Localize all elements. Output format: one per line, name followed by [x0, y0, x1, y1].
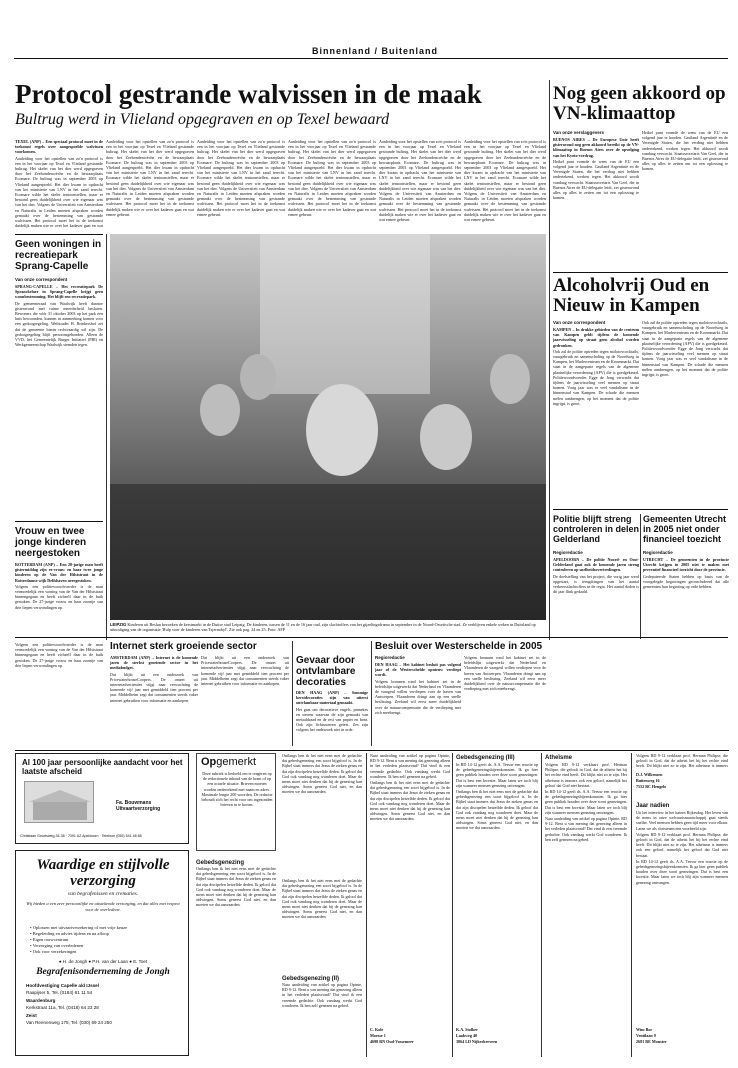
gevaar-body: [296, 690, 368, 747]
letter-sig-3: [636, 772, 728, 798]
ad-dejongh-intro: Wij bieden u een zeer persoonlijke en uitstekende verzorging, en dat alles met respect voor de overledene.: [26, 901, 180, 912]
side-top-byline: Van onze verslaggevers: [553, 130, 605, 135]
sig-city: 4698 RN Oud-Vossemeer: [370, 1039, 414, 1045]
main-subheadline: Bultrug werd in Vlieland opgegraven en op Texel bewaard: [15, 111, 390, 128]
side-top-body: Heikel punt vormde de wens van de EU een volgend jaar te houden. Gastland Argentinië en de Verenigde Staten, die het verdrag niet hebben ondertekend, werken tegen. Het akkoord wordt vandaag verwacht. Staatssecretaris Van Geel, die in Buenos Aires de EU-delegatie leidt, zei gisteravond alles op alles te zetten om tot een oplossing te komen.: [553, 158, 639, 201]
photo-face: [240, 354, 276, 400]
sprang-lead: SPRANG-CAPELLE – Het recreatiepark De Spranckelaer in Sprang-Capelle krijgt geen woonbestemming. Het blijft een recreatiepark.: [15, 284, 103, 300]
sig-addr: Moesse 1: [370, 1033, 386, 1039]
sig-city: 7552 BC Hengelo: [636, 784, 667, 790]
ad-dejongh: [15, 850, 189, 1056]
rule: [15, 637, 728, 638]
rule: [553, 272, 728, 273]
letter-text: In RD 14-12 geeft ds. A.A. Teeuw een reactie op de gebedsgenezingsbijeenkomsten. Ik ga hier geen publiek houden over deze soort genezingen. Dat is best een kwestie. Maar laten we toch blij zijn wanneer mensen genezing ontvangen.: [636, 858, 728, 885]
letter-text: Volgens RD 9-12 verklaart prof. Herman Philipse, die gelooft in God, dat de atheïst het bij het rechte eind heeft. Dit blijkt niet zo te zijn. Het atheïsme is immers ook een geloof, namelijk het geloof dat God niet bestaat.: [636, 831, 728, 858]
letter-5-title: Jaar nadien: [636, 803, 670, 809]
photo-crowd: [110, 484, 546, 620]
main-headline: Protocol gestrande walvissen in de maak: [15, 79, 482, 109]
section-header: Binnenland / Buitenland: [312, 46, 438, 56]
internet-headline: Internet sterk groeiende sector: [110, 641, 257, 652]
letter-1-title: Gebedsgenezing: [196, 860, 245, 866]
side-top-headline: Nog geen akkoord op VN-klimaattop: [553, 83, 726, 124]
opgemerkt-body: Deze rubriek is bedoeld om te reageren op de redactionele inhoud van de krant of op een actuele situatie. Brieven moeten worden ondertekend met naam en adres. Maximale lengte 200 woorden. De redactie behoudt zich het recht voor om ingezonden brieven in te korten.: [201, 771, 273, 808]
ad-bouwmans-image: [24, 781, 94, 823]
sig-addr: Buitenweg 16: [636, 778, 660, 784]
column-divider: [292, 641, 293, 746]
column-divider: [631, 753, 632, 1057]
side-top-col-2: [642, 130, 728, 267]
side-top-lead: BUENOS AIRES – De Europese Unie heeft gisteravond nog geen akkoord bereikt op de VN-klimaattop in Buenos Aires over de opvolging van het Kyoto-verdrag.: [553, 137, 639, 158]
ad-dejongh-addr: Kerkstraat 11a, Tel. (0418) 64 23 28: [26, 1005, 99, 1010]
ad-bouwmans-company: Fa. Bouwmans Uitvaartverzorging: [116, 800, 161, 812]
letter-sig-2: [456, 1027, 538, 1057]
column-divider: [106, 234, 107, 640]
letter-text: Ontlangs ben ik het niet eens met de gedachte dat gebedsgenezing een soort bijgeloof is. In de Bijbel staat immers dat Jezus de zieken genas en dat zijn discipelen hetzelfde deden. Ik geloof dat God ook vandaag nog wonderen doet. Maar de mens moet niet denken dat hij de genezing kan afdwingen. Soms geneest God niet, en dan moeten we dat aanvaarden.: [370, 780, 450, 822]
utrecht-lead: UTRECHT – De gemeenten in de provincie Utrecht krijgen in 2005 niet te maken met preventief financieel toezicht door de provincie.: [643, 557, 729, 573]
photo-face: [200, 384, 240, 436]
opgemerkt-box: [196, 753, 276, 851]
politie-text: De doelstelling van het project, die vorig jaar werd opgestart, is terugdringen van het aantal verkeersslachtoffers in de regio. Het aantal doden is dit jaar flink gedaald.: [553, 573, 639, 595]
vrouw-lead: ROTTERDAM (ANP) – Een 28-jarige man heeft gistermiddag zijn ex-vrouw en haar twee jonge kinderen op de Van der Hilststraat in de Rotterdamse wijk Delfshaven neergestoken.: [15, 562, 103, 583]
utrecht-headline: Gemeenten Utrecht in 2005 niet onder financieel toezicht: [643, 514, 727, 544]
letter-text: Ontlangs ben ik het niet eens met de gedachte dat gebedsgenezing een soort bijgeloof is. In de Bijbel staat immers dat Jezus de zieken genas en dat zijn discipelen hetzelfde deden. Ik geloof dat God ook vandaag nog wonderen doet. Maar de mens moet niet denken dat hij de genezing kan afdwingen. Soms geneest God niet, en dan moeten we dat aanvaarden.: [196, 866, 276, 908]
gevaar-lead: DEN HAAG (ANP) – Sommige kerstdecoraties zijn van uiterst ontvlambaar materiaal gemaakt.: [296, 690, 368, 706]
letter-3-body: [456, 762, 538, 1024]
opgemerkt-title-a: Op: [201, 756, 217, 768]
column-divider: [366, 753, 367, 1057]
sig-name: C. Kole: [370, 1027, 384, 1032]
wester-headline: Besluit over Westerschelde in 2005: [375, 641, 543, 652]
side-top-col-1: [553, 137, 639, 267]
ad-dejongh-title: Waardige en stijlvolle verzorging: [36, 857, 170, 889]
politie-lead: APELDOORN – De politie Noord- en Oost-Gelderland gaat ook de komende jaren streng controleren op snelheidsovertredingen.: [553, 557, 639, 573]
politie-byline: Regioredactie: [553, 550, 583, 555]
internet-col-1: [110, 655, 198, 745]
internet-body: Dat blijkt uit een onderzoek van PricewaterhouseCoopers. De omzet uit internetadvertenties stijgt naar verwachting de komende vijf jaar met gemiddeld tien procent per jaar. Middelheim zegt dat consumenten steeds vaker internet gebruiken voor informatie en aankopen.: [110, 671, 198, 703]
ad-dejongh-firm-name: Begrafenisonderneming de Jongh: [36, 967, 170, 977]
main-story-body: Aanleiding voor het opstellen van zo'n protocol is een in het voorjaar op Texel en Vlieland gestrande bultrug. Het skelet van het dier werd opgegraven door het Zeehondencrèche en de bewaarplaats Ecomare. De bultrug was in september 2003 op Vlieland aangespoeld. Het dier kwam in opdracht van het ministerie van LNV in het zand terecht. Ecomare wilde het skelet tentoonstellen, maar er bestond geen duidelijkheid over wie eigenaar was van het dier. Volgens de Universiteit van Amsterdam en Naturalis in Leiden moeten afspraken worden gemaakt over de bestemming van gestrande walvissen. Het protocol moet het in de toekomst duidelijk maken wie er over het kadaver gaat en wat: [15, 155, 103, 229]
ad-dejongh-addr: Waardenburg: [26, 998, 56, 1003]
ad-bullet-text: Ook voor verzekeringen: [32, 949, 77, 954]
sig-name: D.J. Wilkensen: [636, 772, 663, 777]
main-story-lead: TEXEL (ANP) – Een speciaal protocol moet in de toekomst regels over aangespoelde walvissen voorkomen.: [15, 139, 103, 155]
letter-2-body: [282, 982, 362, 1056]
main-story-body-cont: Aanleiding voor het opstellen van zo'n protocol is een in het voorjaar op Texel en Vlieland gestrande bultrug. Het skelet van het dier werd opgegraven door het Zeehondencrèche en de bewaarplaats Ecomare. De bultrug was in september 2003 op Vlieland aangespoeld. Het dier kwam in opdracht van het ministerie van LNV in het zand terecht. Ecomare wilde het skelet tentoonstellen, maar er bestond geen duidelijkheid over wie eigenaar was van het dier. Volgens de Universiteit van Amsterdam en Naturalis in Leiden moeten afspraken worden gemaakt over de bestemming van gestrande walvissen. Het protocol moet het in de toekomst duidelijk maken wie er over het kadaver gaat en wat ermee gebeurt.: [379, 139, 461, 223]
letter-text: In RD 14-12 geeft ds. A.A. Teeuw een reactie op de gebedsgenezingsbijeenkomsten. Ik ga hier geen publiek houden over deze soort genezingen. Dat is best een kwestie. Maar laten we toch blij zijn wanneer mensen genezing ontvangen.: [545, 789, 627, 815]
photo-building: [260, 234, 430, 394]
politie-body: [553, 557, 639, 639]
letter-2-title: Gebedsgenezing (II): [282, 976, 340, 982]
ad-dejongh-firm-line: ● H. de Jongh ● P.H. van der Laan ● E. Toet: [58, 959, 148, 964]
letter-text: Ontlangs ben ik het niet eens met de gedachte dat gebedsgenezing een soort bijgeloof is. In de Bijbel staat immers dat Jezus de zieken genas en dat zijn discipelen hetzelfde deden. Ik geloof dat God ook vandaag nog wonderen doet. Maar de mens moet niet denken dat hij de genezing kan afdwingen. Soms geneest God niet, en dan moeten we dat aanvaarden.: [282, 753, 362, 795]
ad-bullet-text: Eigen rouwcentrum: [32, 937, 69, 942]
letter-text: Naar aanleiding van artikel op pagina Opinie, RD 9-12. Bent u van mening dat genezing alleen in het verleden plaatsvond? Dat vind ik een vreemde gedachte. Ook vandaag werkt God wonderen. Ik ben zelf genezen na gebed.: [370, 753, 450, 779]
photo-caption: [110, 622, 546, 632]
alcohol-col-1: [553, 327, 639, 502]
main-story-col-1: [15, 139, 103, 229]
vrouw-body-cont: [15, 642, 103, 692]
ad-bullet: • Ook voor verzekeringen: [30, 949, 77, 954]
ad-bouwmans-title: Al 100 jaar persoonlijke aandacht voor het laatste afscheid: [22, 758, 183, 776]
ad-bouwmans: [15, 753, 189, 844]
letter-text: Ontlangs ben ik het niet eens met de gedachte dat gebedsgenezing een soort bijgeloof is. In de Bijbel staat immers dat Jezus de zieken genas en dat zijn discipelen hetzelfde deden. Ik geloof dat God ook vandaag nog wonderen doet. Maar de mens moet niet denken dat hij de genezing kan afdwingen. Soms geneest God niet, en dan moeten we dat aanvaarden.: [282, 878, 362, 920]
rule: [15, 521, 103, 522]
main-story-body-cont: Aanleiding voor het opstellen van zo'n protocol is een in het voorjaar op Texel en Vlieland gestrande bultrug. Het skelet van het dier werd opgegraven door het Zeehondencrèche en de bewaarplaats Ecomare. De bultrug was in september 2003 op Vlieland aangespoeld. Het dier kwam in opdracht van het ministerie van LNV in het zand terecht. Ecomare wilde het skelet tentoonstellen, maar er bestond geen duidelijkheid over wie eigenaar was van het dier. Volgens de Universiteit van Amsterdam en Naturalis in Leiden moeten afspraken worden gemaakt over de bestemming van gestrande walvissen. Het protocol moet het in de toekomst duidelijk maken wie er over het kadaver gaat en wat ermee gebeurt.: [197, 139, 285, 217]
wester-body: Volgens bronnen rond het kabinet zet in de beleidslijn uitgewerkt dat Nederland en Vlaanderen de vaargeul willen verdiepen voor de haven van Antwerpen. Vlaanderen dringt aan op een snelle beslissing. Zeeland wil eerst meer duidelijkheid over de natuurcompensatie die de verdieping met zich meebrengt.: [375, 678, 461, 715]
ad-building-shape: [33, 800, 87, 820]
ad-dejongh-addr: Raapijser 5, Tel. (0184) 61 11 54: [26, 990, 93, 995]
ad-bullet-text: Oplossen met uitvaartverzekering of met vrije keuze: [32, 925, 128, 930]
main-story-col-5: [379, 139, 461, 229]
column-divider: [541, 753, 542, 1057]
letter-5-body: [636, 810, 728, 1022]
main-story-col-6: [464, 139, 546, 229]
ad-dejongh-firm-sub: Hoofdvestiging Capelle a/d IJssel: [26, 983, 100, 988]
ad-dejongh-addr: Van Reenenweg 175, Tel. (030) 69 24 250: [26, 1020, 112, 1025]
gevaar-headline: Gevaar door ontvlambare decoraties: [296, 655, 356, 688]
main-story-body-cont: Aanleiding voor het opstellen van zo'n protocol is een in het voorjaar op Texel en Vlieland gestrande bultrug. Het skelet van het dier werd opgegraven door het Zeehondencrèche en de bewaarplaats Ecomare. De bultrug was in september 2003 op Vlieland aangespoeld. Het dier kwam in opdracht van het ministerie van LNV in het zand terecht. Ecomare wilde het skelet tentoonstellen, maar er bestond geen duidelijkheid over wie eigenaar was van het dier. Volgens de Universiteit van Amsterdam en Naturalis in Leiden moeten afspraken worden gemaakt over de bestemming van gestrande walvissen. Het protocol moet het in de toekomst duidelijk maken wie er over het kadaver gaat en wat ermee gebeurt.: [288, 139, 376, 217]
opgemerkt-title-b: gemerkt: [216, 756, 257, 768]
opgemerkt-title: [201, 756, 256, 768]
column-divider: [371, 641, 372, 746]
internet-lead: AMSTERDAM (ANP) – Internet is de komende jaren de sterkst groeiende sector in het mediabudget.: [110, 655, 198, 671]
main-story-col-3: [197, 139, 285, 229]
letter-col-e-top: [636, 753, 728, 769]
sprang-body: [15, 284, 103, 514]
letter-4-body: [545, 762, 627, 1057]
utrecht-byline: Regioredactie: [643, 550, 673, 555]
sprang-byline: Van onze correspondent: [15, 277, 68, 282]
letter-1-body: [196, 866, 276, 1056]
gevaar-text: Het gaat om decoratieve engels, pinnekes en sterren waarvan de zijn gemaakt van metaaldraad en de rest van papier en bont. Ook zijn lichtsnoeren getest. Zes zijn volgens het onderzoek niet in orde.: [296, 706, 368, 733]
wester-col-2: [464, 655, 546, 746]
column-divider: [452, 753, 453, 1057]
main-story-col-4: [288, 139, 376, 229]
photo-face: [420, 404, 472, 470]
vrouw-text: Volgens een politiewoordvoerder is de man vermoedelijk een woning van de Van der Hilststraat binnengegaan en heeft zichzelf daar in de buik gestoken. De 27-jarige vrouw en haar zoontje van drie liepen verwondingen op.: [15, 583, 103, 610]
letter-3-title: Gebedsgenezing (III): [456, 755, 515, 761]
rule: [15, 234, 103, 235]
photo-face-girl: [306, 384, 378, 476]
vrouw-body: [15, 562, 103, 640]
photo-face: [490, 354, 530, 404]
main-story-body-cont: Aanleiding voor het opstellen van zo'n protocol is een in het voorjaar op Texel en Vlieland gestrande bultrug. Het skelet van het dier werd opgegraven door het Zeehondencrèche en de bewaarplaats Ecomare. De bultrug was in september 2003 op Vlieland aangespoeld. Het dier kwam in opdracht van het ministerie van LNV in het zand terecht. Ecomare wilde het skelet tentoonstellen, maar er bestond geen duidelijkheid over wie eigenaar was van het dier. Volgens de Universiteit van Amsterdam en Naturalis in Leiden moeten afspraken worden gemaakt over de bestemming van gestrande walvissen. Het protocol moet het in de toekomst duidelijk maken wie er over het kadaver gaat en wat ermee gebeurt.: [106, 139, 194, 217]
alcohol-col-2: [642, 320, 728, 502]
rule: [553, 509, 728, 510]
letter-sig-1: [370, 1027, 450, 1057]
letter-text: Volgens RD 9-12 verklaart prof. Herman Philipse, die gelooft in God, dat de atheïst het bij het rechte eind heeft. Dit blijkt niet zo te zijn. Het atheïsme is immers ook een geloof, namelijk het geloof dat God niet bestaat.: [545, 762, 627, 788]
alcohol-headline: Alcoholvrij Oud en Nieuw in Kampen: [553, 275, 710, 316]
letter-col-a: [282, 753, 362, 873]
letter-text: Ontlangs ben ik het niet eens met de gedachte dat gebedsgenezing een soort bijgeloof is. In de Bijbel staat immers dat Jezus de zieken genas en dat zijn discipelen hetzelfde deden. Ik geloof dat God ook vandaag nog wonderen doet. Maar de mens moet niet denken dat hij de genezing kan afdwingen. Soms geneest God niet, en dan moeten we dat aanvaarden.: [456, 789, 538, 831]
wester-body-cont: Volgens bronnen rond het kabinet zet in de beleidslijn uitgewerkt dat Nederland en Vlaanderen de vaargeul willen verdiepen voor de haven van Antwerpen. Vlaanderen dringt aan op een snelle beslissing. Zeeland wil eerst meer duidelijkheid over de natuurcompensatie die de verdieping met zich meebrengt.: [464, 655, 546, 692]
ad-bullet-text: Verzorging van overledenen: [32, 943, 84, 948]
vrouw-headline: Vrouw en twee jonge kinderen neergestoken: [15, 526, 87, 559]
letter-text: Naar aanleiding van artikel op pagina Opinie, RD 9-12. Bent u van mening dat genezing alleen in het verleden plaatsvond? Dat vind ik een vreemde gedachte. Ook vandaag werkt God wonderen. Ik ben zelf genezen na gebed.: [282, 982, 362, 1008]
wester-lead: DEN HAAG – Het kabinet besluit pas volgend jaar of de Westerschelde opnieuw verdiept wordt.: [375, 662, 461, 678]
header-rule: [14, 58, 728, 59]
main-story-body-cont: Aanleiding voor het opstellen van zo'n protocol is een in het voorjaar op Texel en Vlieland gestrande bultrug. Het skelet van het dier werd opgegraven door het Zeehondencrèche en de bewaarplaats Ecomare. De bultrug was in september 2003 op Vlieland aangespoeld. Het dier kwam in opdracht van het ministerie van LNV in het zand terecht. Ecomare wilde het skelet tentoonstellen, maar er bestond geen duidelijkheid over wie eigenaar was van het dier. Volgens de Universiteit van Amsterdam en Naturalis in Leiden moeten afspraken worden gemaakt over de bestemming van gestrande walvissen. Het protocol moet het in de toekomst duidelijk maken wie er over het kadaver gaat en wat ermee gebeurt.: [464, 139, 546, 223]
column-divider: [549, 80, 550, 640]
ad-bullet: • Begeleiding en advies tijdens en na afloop: [30, 931, 109, 936]
letter-4-title: Atheïsme: [545, 755, 573, 761]
letter-col-c: [370, 753, 450, 1023]
wester-byline: Regioredactie: [375, 655, 405, 660]
photo-caption-text: Kinderen uit Beslan bezoeken de kerstmarkt in de Duitse stad Leipzig. De kinderen, tussen de 11 en de 16 jaar oud, zijn slachtoffers van het gijzelingsdrama in september in de Noord-Ossetische stad. Ze verblijven enkele weken in Duitsland op uitnodiging van de organisatie 'Hulp voor de kinderen van Tsjernobyl'. Zie ook pag. 24 en 25.: [110, 622, 536, 633]
ad-dejongh-addr: Zeist: [26, 1013, 37, 1018]
alcohol-body-cont: Ook zal de politie optreden tegen molotovcocktails, vuurgebruik en samenscholing op de Noordweg in Kampen, het Marlercentrum en de Koornmarkt. Dat staat in de aangepaste regels van de algemene plaatselijke verordening (APV) die is goedgekeurd. Politiewoordvoerder Egge de Jong verwacht dat tijdens de jaarwisseling veel mensen op straat komen. Vorig jaar was er veel vandalisme in de binnenstad van Kampen. De schade die mensen mélen aanbrengen, op het moment dat de politie ingrijpt, is groot.: [642, 320, 728, 378]
ad-building-roof: [29, 790, 91, 802]
ad-dejongh-subtitle: van begrafenissen en crematies.: [67, 891, 139, 897]
internet-col-2: [201, 655, 289, 745]
main-story-col-2: [106, 139, 194, 229]
sig-name: K.A. Stolker: [456, 1027, 478, 1032]
letter-col-b: [282, 878, 362, 970]
sig-addr: Laakweg 40: [456, 1033, 478, 1039]
sprang-text: De gemeenteraad van Waalwijk heeft daartoe gisteravond met ruime meerderheid besloten. Bewoners die vóór 31 oktober 2003 op het park een huis bewoonden, kunnen in aanmerking komen voor een gedoogregeling. Wethouder H. Brinkershof zei dat de gemeente hierin rechtvaardig wil zijn. De gedoogregeling blijft persoonsgebonden. Alleen de VVD, het Gemeentelijk Burger Initiatief (PBI) en Werkgemeenschap Waalwijk stemden tegen.: [15, 300, 103, 348]
sig-city: 3864 LD Nijkerkerveen: [456, 1039, 498, 1045]
ad-dejongh-bullets: [30, 925, 182, 955]
letter-text: Volgens RD 9-12 verklaart prof. Herman Philipse, die gelooft in God, dat de atheïst het bij het rechte eind heeft. Dit blijkt niet zo te zijn. Het atheïsme is immers: [636, 753, 728, 769]
news-photo: [110, 234, 546, 620]
sig-name: Wim Bor: [636, 1027, 653, 1032]
ad-bullet: • Eigen rouwcentrum: [30, 937, 69, 942]
letter-text: Naar aanleiding van artikel op pagina Opinie, RD 9-12. Bent u van mening dat genezing alleen in het verleden plaatsvond? Dat vind ik een vreemde gedachte. Ook vandaag werkt God wonderen. Ik ben zelf genezen na gebed.: [545, 816, 627, 842]
politie-headline: Politie blijft streng controleren in delen Gelderland: [553, 514, 640, 544]
ad-bullet-text: Begeleiding en advies tijdens en na afloop: [32, 931, 109, 936]
column-divider: [640, 514, 641, 639]
alcohol-byline: Van onze correspondent: [553, 320, 606, 325]
photo-credit: Foto: AFP: [267, 627, 286, 633]
alcohol-body: Ook zal de politie optreden tegen molotovcocktails, vuurgebruik en samenscholing op de Noordweg in Kampen, het Marlercentrum en de Koornmarkt. Dat staat in de aangepaste regels van de algemene plaatselijke verordening (APV) die is goedgekeurd. Politiewoordvoerder Egge de Jong verwacht dat tijdens de jaarwisseling veel mensen op straat komen. Vorig jaar was er veel vandalisme in de binnenstad van Kampen. De schade die mensen mélen aanbrengen, op het moment dat de politie ingrijpt, is groot.: [553, 348, 639, 406]
photo-caption-label: LEIPZIG: [110, 622, 127, 627]
alcohol-lead: KAMPEN – In drukke gebieden van de centrum van Kampen geldt tijdens de komende jaarwisseling op straat geen alcohol worden gedronken.: [553, 327, 639, 348]
letter-text: Uit het interview in het katern Rijkesdag. Het leven van de mens in onze welvaartsmaatschappij gaat steeds sneller. Veel mensen hebben geen tijd meer voor elkaar. Laten we als christenen een voorbeeld zijn.: [636, 810, 728, 831]
sprang-headline: Geen woningen in recreatiepark Sprang-Capelle: [15, 239, 102, 272]
utrecht-body: [643, 557, 729, 639]
ad-bullet: • Verzorging van overledenen: [30, 943, 84, 948]
rule: [15, 750, 729, 751]
letter-sig-4: [636, 1027, 728, 1057]
side-top-body-cont: Heikel punt vormde de wens van de EU een volgend jaar te houden. Gastland Argentinië en de Verenigde Staten, die het verdrag niet hebben ondertekend, werken tegen. Het akkoord wordt vandaag verwacht. Staatssecretaris Van Geel, die in Buenos Aires de EU-delegatie leidt, zei gisteravond alles op alles te zetten om tot een oplossing te komen.: [642, 130, 728, 172]
wester-col-1: [375, 662, 461, 746]
sig-addr: Ventilaan 9: [636, 1033, 656, 1039]
internet-body-cont: Dat blijkt uit een onderzoek van PricewaterhouseCoopers. De omzet uit internetadvertenties stijgt naar verwachting de komende vijf jaar met gemiddeld tien procent per jaar. Middelheim zegt dat consumenten steeds vaker internet gebruiken voor informatie en aankopen.: [201, 655, 289, 687]
letter-text: In RD 14-12 geeft ds. A.A. Teeuw een reactie op de gebedsgenezingsbijeenkomsten. Ik ga hier geen publiek houden over deze soort genezingen. Dat is best een kwestie. Maar laten we toch blij zijn wanneer mensen genezing ontvangen.: [456, 762, 538, 788]
ad-bullet: • Oplossen met uitvaartverzekering of met vrije keuze: [30, 925, 128, 930]
utrecht-text: Gedeputeerde Staten hebben op basis van de voorgelegde begrotingen geconcludeerd dat alle gemeenten hun begroting op orde hebben.: [643, 573, 729, 590]
sig-city: 2681 RE Monster: [636, 1039, 667, 1045]
vrouw-text-cont: Volgens een politiewoordvoerder is de man vermoedelijk een woning van de Van der Hilststraat binnengegaan en heeft zichzelf daar in de buik gestoken. De 27-jarige vrouw en haar zoontje van drie liepen verwondingen op.: [15, 642, 103, 668]
ad-bouwmans-footer: Christiaan Geurtsweg 34-36 · 7391 AZ Apeldoorn · Telefoon (055) 541 48 88: [20, 834, 142, 838]
